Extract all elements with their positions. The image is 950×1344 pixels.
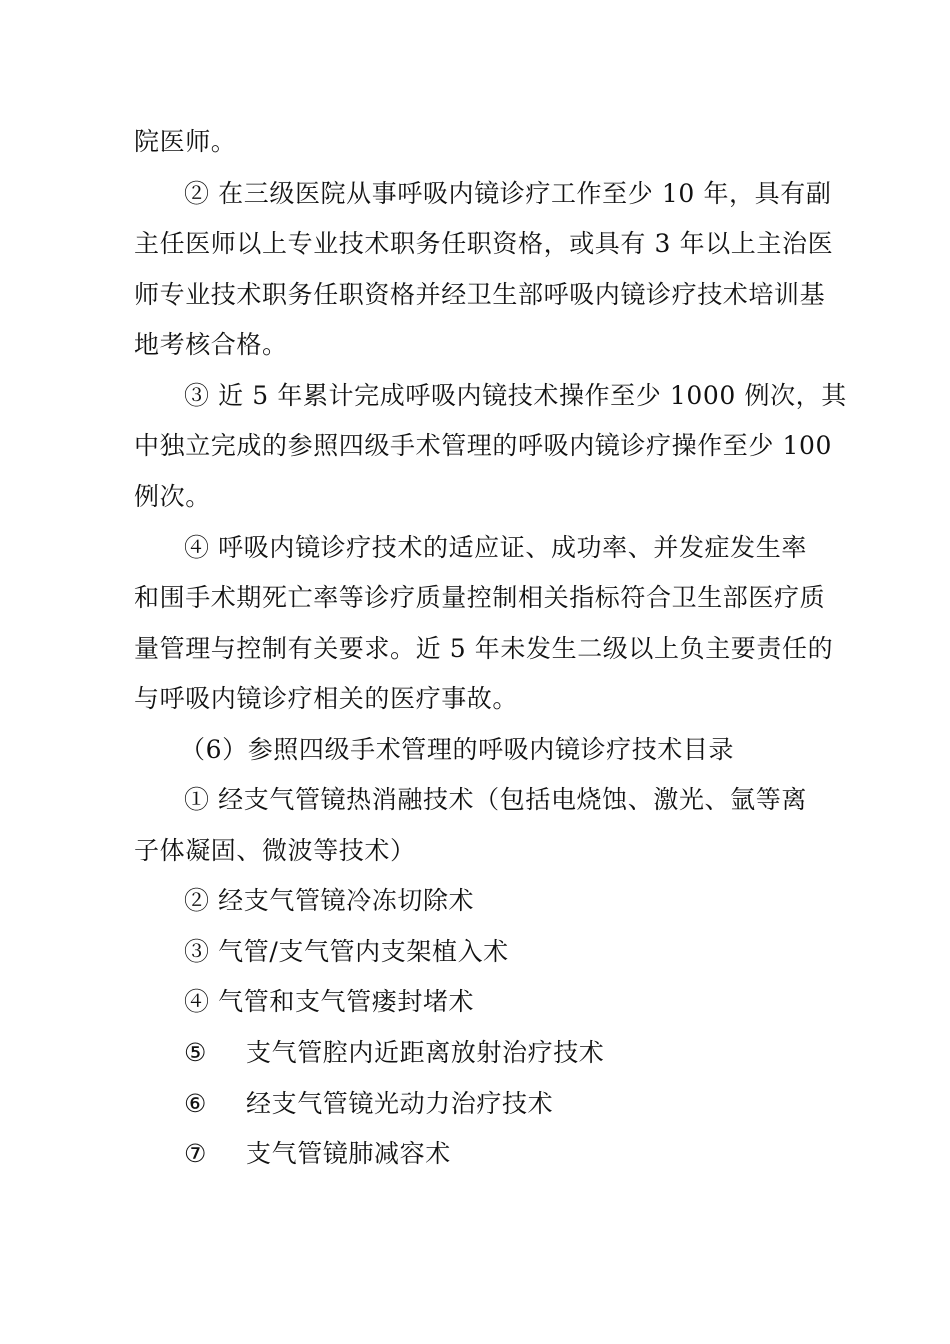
paragraph-4-line-1: ④ 呼吸内镜诊疗技术的适应证、成功率、并发症发生率 <box>184 533 807 562</box>
list-item-5 <box>184 1035 604 1071</box>
paragraph-2-line-4: 地考核合格。 <box>134 330 288 359</box>
list-item-7 <box>184 1136 451 1172</box>
paragraph-4-line-2: 和围手术期死亡率等诊疗质量控制相关指标符合卫生部医疗质 <box>134 583 826 612</box>
paragraph-3-line-1: ③ 近 5 年累计完成呼吸内镜技术操作至少 1000 例次，其 <box>184 381 847 410</box>
paragraph-2-line-2: 主任医师以上专业技术职务任职资格，或具有 3 年以上主治医 <box>134 229 834 258</box>
list-item-7-text: 支气管镜肺减容术 <box>246 1139 451 1168</box>
paragraph-3-line-2: 中独立完成的参照四级手术管理的呼吸内镜诊疗操作至少 100 <box>134 431 833 460</box>
paragraph-2-line-1: ② 在三级医院从事呼吸内镜诊疗工作至少 10 年，具有副 <box>184 179 832 208</box>
list-item-2: ② 经支气管镜冷冻切除术 <box>184 886 475 915</box>
list-item-3: ③ 气管/支气管内支架植入术 <box>184 937 509 966</box>
section-6-heading: （6）参照四级手术管理的呼吸内镜诊疗技术目录 <box>180 735 735 764</box>
paragraph-1-line-1: 院医师。 <box>134 127 237 156</box>
list-item-5-number: ⑤ <box>184 1038 208 1067</box>
list-item-6-text: 经支气管镜光动力治疗技术 <box>246 1089 554 1118</box>
list-item-5-text: 支气管腔内近距离放射治疗技术 <box>246 1038 605 1067</box>
paragraph-3-line-3: 例次。 <box>134 482 211 511</box>
list-item-1-line-1: ① 经支气管镜热消融技术（包括电烧蚀、激光、氩等离 <box>184 785 807 814</box>
paragraph-2-line-3: 师专业技术职务任职资格并经卫生部呼吸内镜诊疗技术培训基 <box>134 280 826 309</box>
list-item-6 <box>184 1086 553 1122</box>
list-item-4: ④ 气管和支气管瘘封堵术 <box>184 987 475 1016</box>
paragraph-4-line-4: 与呼吸内镜诊疗相关的医疗事故。 <box>134 684 519 713</box>
list-item-1-line-2: 子体凝固、微波等技术） <box>134 836 416 865</box>
list-item-6-number: ⑥ <box>184 1089 208 1118</box>
list-item-7-number: ⑦ <box>184 1139 208 1168</box>
paragraph-4-line-3: 量管理与控制有关要求。近 5 年未发生二级以上负主要责任的 <box>134 634 834 663</box>
